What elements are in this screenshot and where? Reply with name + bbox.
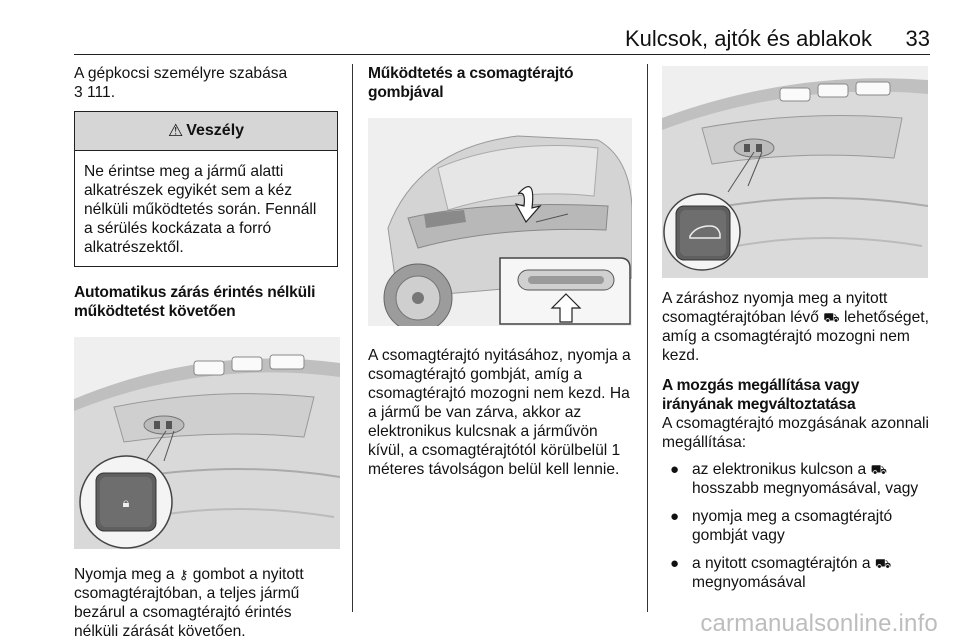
caption-close-end: lehetőséget, amíg a csomagtérajtó mozogni nem kezd. [662, 309, 929, 364]
caption-auto-lock [74, 565, 340, 641]
column-divider-2 [647, 64, 648, 612]
page-reference: 3 111. [74, 84, 116, 101]
tailgate-button-car-illustration [368, 118, 632, 326]
warning-triangle-icon: ⚠ [167, 121, 184, 140]
list-item-text-start: a nyitott csomagtérajtón a [692, 555, 871, 572]
caption-text-end: gombot a nyitott csomagtérajtóban, a teljes jármű bezárul a csomagtérajtó érintés nélküli zárását követően. [74, 566, 304, 640]
caption-text-start: Nyomja meg a [74, 566, 175, 583]
danger-title: Veszély [186, 122, 245, 139]
bullet-dot: ● [670, 508, 680, 525]
danger-text: Ne érintse meg a jármű alatti alkatrészek egyikét sem a kéz nélküli működtetés során. Fennáll a sérülés kockázata a forró alkatrészektől. [84, 163, 317, 256]
svg-text:🔒︎: 🔒︎ [122, 496, 130, 511]
danger-header [75, 112, 337, 151]
car-tailgate-icon: ⛟ [874, 556, 892, 571]
bullet-dot: ● [670, 555, 680, 572]
heading-tailgate-button: Működtetés a csomagtérajtó gombjával [368, 65, 574, 101]
car-tailgate-icon: ⛟ [823, 310, 840, 325]
column-1 [74, 64, 340, 641]
body-tailgate-button: A csomagtérajtó nyitásához, nyomja a csomagtérajtó gombját, amíg a csomagtérajtó mozogni nem kezd. Ha a jármű be van zárva, akkor az elektronikus kulcsnak a járművön kívül, a csomagtérajtótól körülbelül 1 méteres távolságon belül kell lennie. [368, 347, 631, 478]
header-rule [74, 54, 930, 55]
heading-stop-motion: A mozgás megállítása vagy irányának megváltoztatása [662, 377, 860, 413]
tailgate-close-button-illustration [662, 66, 928, 278]
list-item [662, 507, 930, 545]
list-item-text-start: az elektronikus kulcson a [692, 461, 867, 478]
list-item-text-end: megnyomásával [692, 574, 806, 591]
tailgate-lock-button-illustration [74, 337, 340, 549]
caption-close [662, 289, 930, 365]
list-item-text-end: hosszabb megnyomásával, vagy [692, 480, 919, 497]
lock-footstep-icon: ⚷ [178, 567, 189, 582]
column-3 [662, 64, 930, 601]
watermark: carmanualsonline.info [700, 610, 938, 637]
intro-text: A gépkocsi személyre szabása [74, 65, 288, 82]
column-divider-1 [352, 64, 353, 612]
car-tailgate-icon: ⛟ [870, 462, 887, 477]
page-number: 33 [905, 26, 930, 51]
intro-stop-motion: A csomagtérajtó mozgásának azonnali megállítása: [662, 415, 929, 451]
column-2 [368, 64, 633, 479]
list-item-text-start: nyomja meg a csomagtérajtó gombját vagy [692, 508, 893, 544]
danger-box [74, 111, 338, 267]
list-item [662, 554, 930, 592]
stop-motion-list [662, 460, 930, 592]
list-item [662, 460, 930, 498]
bullet-dot: ● [670, 461, 680, 478]
caption-close-start: A záráshoz nyomja meg a nyitott csomagtérajtóban lévő [662, 290, 888, 326]
heading-auto-lock: Automatikus zárás érintés nélküli működtetést követően [74, 284, 316, 320]
section-title: Kulcsok, ajtók és ablakok [624, 26, 872, 51]
